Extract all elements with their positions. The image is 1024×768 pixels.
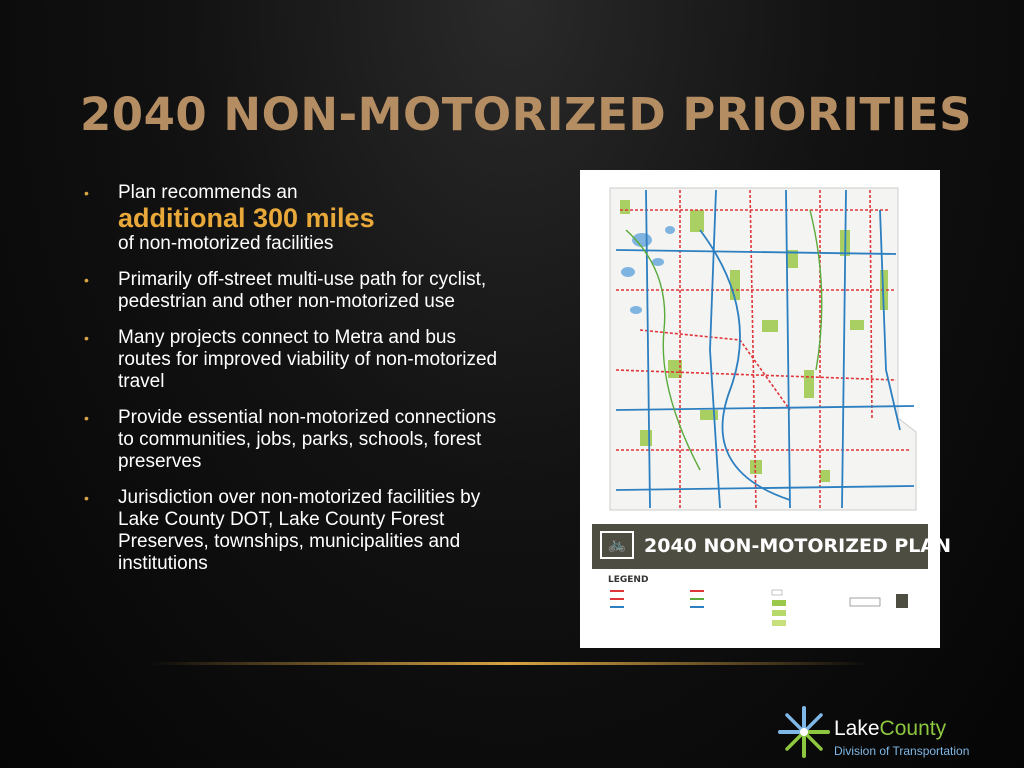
logo-wordmark [834,718,946,740]
bullet-lead: Plan recommends an [118,182,298,203]
bullet-text: Primarily off-street multi-use path for cyclist, pedestrian and other non-motorized use [118,269,487,312]
bullet-list [78,182,498,589]
legend-title: LEGEND [608,575,649,585]
bullet-marker: • [84,410,89,426]
bullet-marker: • [84,330,89,346]
snowflake-logo-icon [776,704,832,760]
banner-title: 2040 NON-MOTORIZED PLAN [644,535,951,557]
map-banner [592,524,951,569]
bullet-text: Many projects connect to Metra and bus routes for improved viability of non-motorized travel [118,327,498,392]
bullet-item [78,327,498,393]
slide-title: 2040 NON-MOTORIZED PRIORITIES [80,88,973,141]
bullet-highlight: additional 300 miles [118,203,375,233]
bullet-marker: • [84,185,89,201]
bullet-marker: • [84,272,89,288]
bullet-item [78,407,498,473]
bullet-tail: of non-motorized facilities [118,233,334,254]
bullet-text: Provide essential non-motorized connections to communities, jobs, parks, schools, forest preserves [118,407,497,472]
logo-name-lake: Lake [834,717,880,740]
bullet-item [78,182,498,255]
bullet-text: Jurisdiction over non-motorized facilities by Lake County DOT, Lake County Forest Preserves, townships, municipalities and institutions [118,487,481,574]
glow-divider [150,662,870,665]
lake-county-logo [776,704,1006,764]
bullet-item [78,269,498,313]
bullet-marker: • [84,490,89,506]
logo-name-county: County [879,717,947,740]
bullet-item [78,487,498,575]
logo-division: Division of Transportation [834,744,970,758]
plan-map-image [580,170,951,648]
bicycle-icon: 🚲 [600,531,634,559]
